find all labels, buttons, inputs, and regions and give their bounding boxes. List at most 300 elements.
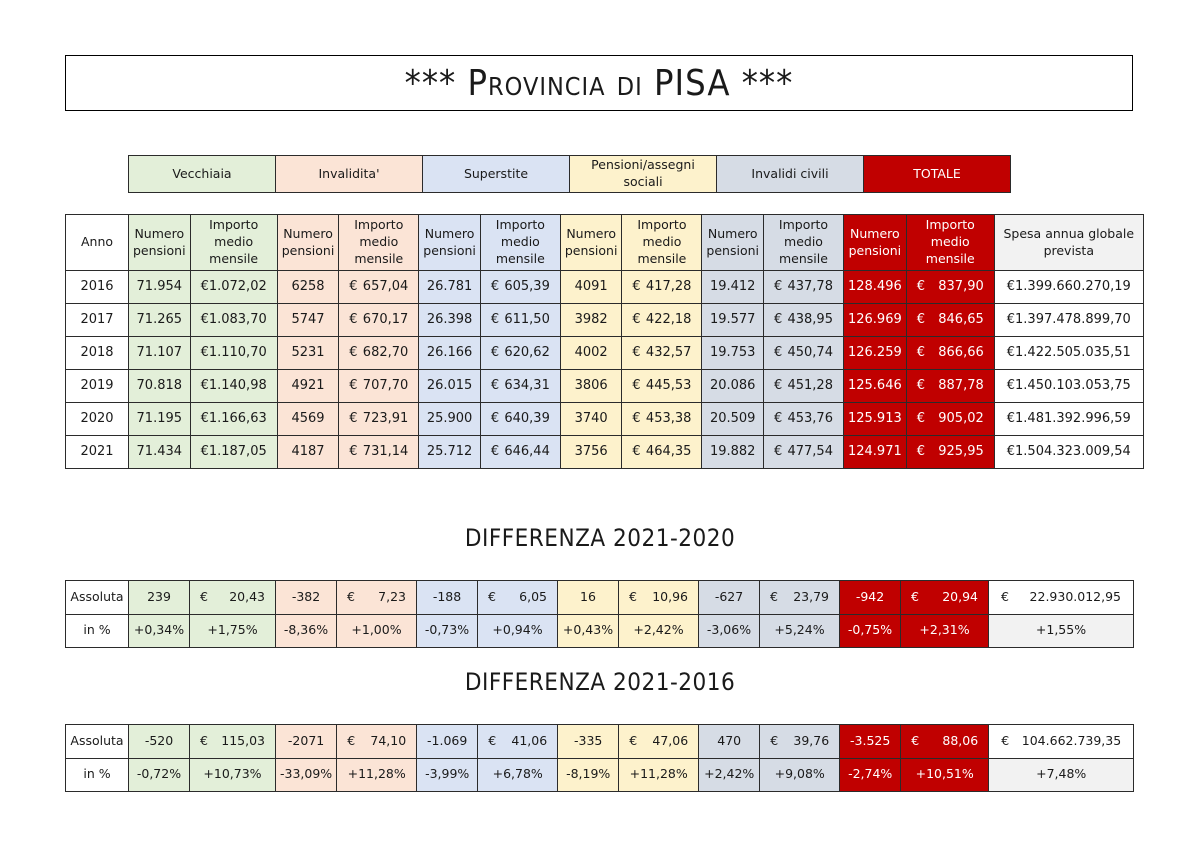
euro-symbol: € <box>490 411 500 427</box>
diff-percent-cell: +6,78% <box>478 758 558 792</box>
importo-cell-wrap <box>626 278 697 296</box>
euro-symbol: € <box>349 378 358 394</box>
diff-importo-cell-wrap <box>482 733 553 750</box>
euro-symbol: € <box>629 732 638 748</box>
importo-cell-wrap <box>768 443 839 461</box>
diff-percent-cell: -3,06% <box>699 614 760 648</box>
importo-cell-value: 438,95 <box>787 312 833 328</box>
header-importo: Importo medio mensile <box>339 215 419 271</box>
euro-symbol: € <box>916 345 926 361</box>
importo-cell-wrap <box>343 278 414 296</box>
spesa-cell-value: 1.422.505.035,51 <box>1015 345 1131 361</box>
page-title: *** Provincia di PISA *** <box>404 62 794 104</box>
numero-cell: 71.265 <box>129 304 191 337</box>
diff-importo-cell-value: 20,43 <box>229 588 265 604</box>
diff-importo-cell-wrap <box>194 589 271 606</box>
header-importo: Importo medio mensile <box>480 215 560 271</box>
importo-cell-wrap <box>768 278 839 296</box>
diff-importo-cell <box>190 581 276 615</box>
importo-cell <box>190 304 277 337</box>
diff-importo-cell-value: 23,79 <box>793 588 829 604</box>
diff-percent-cell: +2,42% <box>619 614 699 648</box>
importo-cell <box>190 271 277 304</box>
importo-cell-value: 477,54 <box>787 444 833 460</box>
diff-importo-cell-value: 6,05 <box>519 588 547 604</box>
importo-cell-value: 670,17 <box>362 312 409 328</box>
diff-importo-cell <box>337 581 417 615</box>
importo-cell-wrap <box>195 377 273 395</box>
importo-cell <box>339 304 419 337</box>
euro-symbol: € <box>200 378 209 394</box>
spesa-cell-value: 1.450.103.053,75 <box>1015 378 1131 394</box>
numero-cell: 20.509 <box>702 403 764 436</box>
numero-cell: 126.259 <box>843 337 906 370</box>
year-cell: 2019 <box>66 370 129 403</box>
diff-spesa-percent-cell: +1,55% <box>989 614 1134 648</box>
importo-cell <box>906 370 994 403</box>
importo-cell-wrap <box>195 410 273 428</box>
importo-cell-wrap <box>626 410 697 428</box>
header-importo: Importo medio mensile <box>763 215 843 271</box>
diff-importo-cell <box>478 725 558 759</box>
header-numero: Numero pensioni <box>419 215 481 271</box>
year-cell: 2021 <box>66 436 129 469</box>
diff-percent-cell: +11,28% <box>337 758 417 792</box>
euro-symbol: € <box>773 279 783 295</box>
numero-cell: 3806 <box>560 370 622 403</box>
euro-symbol: € <box>916 279 926 295</box>
legend-vecchiaia: Vecchiaia <box>129 156 276 193</box>
header-importo: Importo medio mensile <box>622 215 702 271</box>
numero-cell: 26.781 <box>419 271 481 304</box>
diff-importo-cell <box>478 581 558 615</box>
header-anno: Anno <box>66 215 129 271</box>
spesa-cell-wrap <box>999 311 1139 329</box>
diff-spesa-cell <box>989 581 1134 615</box>
row-label: in % <box>66 758 129 792</box>
importo-cell-value: 634,31 <box>504 378 550 394</box>
importo-cell-value: 1.187,05 <box>208 444 267 460</box>
diff-percent-cell: -0,73% <box>417 614 478 648</box>
importo-cell-wrap <box>626 377 697 395</box>
legend-invalidi-civili: Invalidi civili <box>717 156 864 193</box>
diff-spesa-cell-value: 104.662.739,35 <box>1021 732 1122 748</box>
diff-importo-cell-value: 39,76 <box>793 732 830 748</box>
diff-importo-cell <box>760 581 840 615</box>
importo-cell-value: 611,50 <box>504 312 550 328</box>
numero-cell: 19.412 <box>702 271 764 304</box>
importo-cell <box>906 337 994 370</box>
spesa-cell-wrap <box>999 278 1139 296</box>
numero-cell: 4921 <box>277 370 339 403</box>
diff-spesa-cell-wrap <box>993 589 1129 606</box>
euro-symbol: € <box>490 345 500 361</box>
importo-cell-value: 731,14 <box>362 444 409 460</box>
importo-cell-wrap <box>195 344 273 362</box>
diff-importo-cell-wrap <box>194 733 271 750</box>
importo-cell-wrap <box>911 377 990 395</box>
header-importo: Importo medio mensile <box>906 215 994 271</box>
importo-cell <box>190 370 277 403</box>
euro-symbol: € <box>347 588 355 604</box>
diff-2021-2016-title: DIFFERENZA 2021-2016 <box>464 668 736 696</box>
importo-cell-wrap <box>195 278 273 296</box>
importo-cell-value: 620,62 <box>504 345 550 361</box>
diff-percent-cell: +0,94% <box>478 614 558 648</box>
spesa-cell <box>994 337 1143 370</box>
euro-symbol: € <box>1001 732 1010 748</box>
euro-symbol: € <box>490 378 500 394</box>
diff-importo-cell-wrap <box>764 733 835 750</box>
spesa-cell <box>994 370 1143 403</box>
spesa-cell <box>994 271 1143 304</box>
diff-importo-cell-value: 88,06 <box>942 732 979 748</box>
importo-cell <box>339 337 419 370</box>
category-legend <box>128 155 1011 193</box>
importo-cell-wrap <box>343 443 414 461</box>
euro-symbol: € <box>632 444 641 460</box>
euro-symbol: € <box>773 444 783 460</box>
numero-cell: 3756 <box>560 436 622 469</box>
table-row <box>66 337 1144 370</box>
importo-cell-value: 682,70 <box>362 345 409 361</box>
importo-cell-wrap <box>343 377 414 395</box>
euro-symbol: € <box>916 411 926 427</box>
euro-symbol: € <box>488 588 496 604</box>
importo-cell <box>622 304 702 337</box>
diff-numero-cell: 470 <box>699 725 760 759</box>
importo-cell-wrap <box>911 311 990 329</box>
euro-symbol: € <box>1006 279 1016 295</box>
importo-cell <box>480 370 560 403</box>
diff-percent-cell: +9,08% <box>760 758 840 792</box>
importo-cell-value: 1.166,63 <box>208 411 267 427</box>
euro-symbol: € <box>490 279 500 295</box>
diff-percent-cell: +2,31% <box>901 614 989 648</box>
diff-importo-cell <box>901 725 989 759</box>
numero-cell: 128.496 <box>843 271 906 304</box>
importo-cell-value: 464,35 <box>645 444 692 460</box>
importo-cell-wrap <box>768 410 839 428</box>
diff-importo-cell-wrap <box>905 589 984 606</box>
euro-symbol: € <box>770 732 779 748</box>
numero-cell: 71.954 <box>129 271 191 304</box>
euro-symbol: € <box>629 588 637 604</box>
euro-symbol: € <box>773 345 783 361</box>
table-header-row <box>66 215 1144 271</box>
numero-cell: 25.712 <box>419 436 481 469</box>
importo-cell <box>480 403 560 436</box>
diff-percent-cell: +1,75% <box>190 614 276 648</box>
spesa-cell-value: 1.399.660.270,19 <box>1015 279 1131 295</box>
spesa-cell-value: 1.504.323.009,54 <box>1015 444 1131 460</box>
euro-symbol: € <box>632 279 641 295</box>
importo-cell-wrap <box>911 443 990 461</box>
importo-cell-value: 422,18 <box>645 312 692 328</box>
euro-symbol: € <box>349 411 358 427</box>
importo-cell-value: 925,95 <box>938 444 984 460</box>
table-row <box>66 403 1144 436</box>
numero-cell: 4002 <box>560 337 622 370</box>
spesa-cell-value: 1.397.478.899,70 <box>1015 312 1131 328</box>
importo-cell <box>190 403 277 436</box>
importo-cell-wrap <box>485 278 556 296</box>
diff-row-percent <box>66 614 1134 648</box>
diff-2021-2016-table <box>65 724 1134 792</box>
diff-percent-cell: -8,19% <box>558 758 619 792</box>
diff-importo-cell-value: 10,96 <box>652 588 688 604</box>
diff-row-percent <box>66 758 1134 792</box>
diff-numero-cell: -2071 <box>276 725 337 759</box>
importo-cell-value: 450,74 <box>787 345 833 361</box>
importo-cell <box>763 370 843 403</box>
row-label: Assoluta <box>66 725 129 759</box>
spesa-cell <box>994 304 1143 337</box>
year-cell: 2017 <box>66 304 129 337</box>
diff-importo-cell-wrap <box>341 733 412 750</box>
importo-cell-wrap <box>195 443 273 461</box>
year-cell: 2016 <box>66 271 129 304</box>
header-numero: Numero pensioni <box>702 215 764 271</box>
importo-cell <box>480 271 560 304</box>
diff-spesa-cell-wrap <box>993 733 1129 750</box>
diff-percent-cell: +2,42% <box>699 758 760 792</box>
importo-cell-wrap <box>626 311 697 329</box>
numero-cell: 71.107 <box>129 337 191 370</box>
diff-percent-cell: -33,09% <box>276 758 337 792</box>
importo-cell-wrap <box>343 311 414 329</box>
diff-importo-cell-wrap <box>764 589 835 606</box>
numero-cell: 4187 <box>277 436 339 469</box>
header-numero: Numero pensioni <box>560 215 622 271</box>
euro-symbol: € <box>349 279 358 295</box>
diff-percent-cell: +0,43% <box>558 614 619 648</box>
importo-cell-wrap <box>768 377 839 395</box>
importo-cell <box>906 271 994 304</box>
euro-symbol: € <box>773 411 783 427</box>
importo-cell-wrap <box>626 443 697 461</box>
importo-cell <box>339 436 419 469</box>
diff-importo-cell <box>337 725 417 759</box>
diff-percent-cell: +0,34% <box>129 614 190 648</box>
euro-symbol: € <box>1006 411 1016 427</box>
euro-symbol: € <box>632 411 641 427</box>
euro-symbol: € <box>200 588 208 604</box>
diff-importo-cell-wrap <box>341 589 412 606</box>
spesa-cell <box>994 403 1143 436</box>
euro-symbol: € <box>916 312 926 328</box>
numero-cell: 3982 <box>560 304 622 337</box>
euro-symbol: € <box>490 312 500 328</box>
euro-symbol: € <box>349 444 358 460</box>
importo-cell-value: 640,39 <box>504 411 550 427</box>
importo-cell <box>906 436 994 469</box>
diff-row-assoluta <box>66 581 1134 615</box>
importo-cell <box>906 304 994 337</box>
diff-importo-cell-wrap <box>905 733 984 750</box>
spesa-cell <box>994 436 1143 469</box>
importo-cell-value: 846,65 <box>938 312 984 328</box>
year-cell: 2020 <box>66 403 129 436</box>
importo-cell <box>339 370 419 403</box>
header-numero: Numero pensioni <box>129 215 191 271</box>
importo-cell-value: 866,66 <box>938 345 984 361</box>
numero-cell: 20.086 <box>702 370 764 403</box>
euro-symbol: € <box>200 444 209 460</box>
importo-cell-wrap <box>343 344 414 362</box>
importo-cell <box>622 271 702 304</box>
row-label: in % <box>66 614 129 648</box>
diff-percent-cell: +1,00% <box>337 614 417 648</box>
importo-cell-wrap <box>768 344 839 362</box>
importo-cell-value: 657,04 <box>362 279 409 295</box>
euro-symbol: € <box>200 279 209 295</box>
diff-percent-cell: +5,24% <box>760 614 840 648</box>
diff-importo-cell <box>619 725 699 759</box>
diff-importo-cell <box>760 725 840 759</box>
numero-cell: 19.577 <box>702 304 764 337</box>
diff-percent-cell: -2,74% <box>840 758 901 792</box>
euro-symbol: € <box>773 312 783 328</box>
importo-cell-value: 707,70 <box>362 378 409 394</box>
legend-invalidita: Invalidita' <box>276 156 423 193</box>
importo-cell-wrap <box>485 443 556 461</box>
table-row <box>66 304 1144 337</box>
euro-symbol: € <box>632 345 641 361</box>
diff-numero-cell: -382 <box>276 581 337 615</box>
euro-symbol: € <box>773 378 783 394</box>
diff-numero-cell: -1.069 <box>417 725 478 759</box>
euro-symbol: € <box>916 378 926 394</box>
importo-cell <box>339 403 419 436</box>
diff-percent-cell: +10,51% <box>901 758 989 792</box>
legend-totale: TOTALE <box>864 156 1011 193</box>
numero-cell: 70.818 <box>129 370 191 403</box>
importo-cell <box>622 436 702 469</box>
importo-cell <box>763 403 843 436</box>
numero-cell: 4091 <box>560 271 622 304</box>
importo-cell <box>622 370 702 403</box>
numero-cell: 124.971 <box>843 436 906 469</box>
numero-cell: 126.969 <box>843 304 906 337</box>
numero-cell: 25.900 <box>419 403 481 436</box>
importo-cell-wrap <box>485 344 556 362</box>
importo-cell-value: 445,53 <box>645 378 692 394</box>
diff-percent-cell: +11,28% <box>619 758 699 792</box>
importo-cell-value: 417,28 <box>645 279 692 295</box>
importo-cell <box>480 436 560 469</box>
importo-cell-value: 1.083,70 <box>208 312 267 328</box>
numero-cell: 26.166 <box>419 337 481 370</box>
importo-cell <box>763 271 843 304</box>
euro-symbol: € <box>200 411 209 427</box>
diff-importo-cell-value: 7,23 <box>378 588 406 604</box>
importo-cell <box>906 403 994 436</box>
diff-importo-cell-wrap <box>482 589 553 606</box>
numero-cell: 5747 <box>277 304 339 337</box>
numero-cell: 5231 <box>277 337 339 370</box>
diff-numero-cell: 239 <box>129 581 190 615</box>
year-cell: 2018 <box>66 337 129 370</box>
header-numero: Numero pensioni <box>843 215 906 271</box>
importo-cell <box>763 436 843 469</box>
table-row <box>66 370 1144 403</box>
euro-symbol: € <box>911 732 920 748</box>
importo-cell-wrap <box>768 311 839 329</box>
numero-cell: 26.398 <box>419 304 481 337</box>
spesa-cell-wrap <box>999 377 1139 395</box>
legend-superstite: Superstite <box>423 156 570 193</box>
numero-cell: 26.015 <box>419 370 481 403</box>
diff-importo-cell <box>619 581 699 615</box>
importo-cell-value: 1.110,70 <box>208 345 267 361</box>
importo-cell-value: 453,38 <box>645 411 692 427</box>
spesa-cell-wrap <box>999 344 1139 362</box>
diff-importo-cell <box>901 581 989 615</box>
diff-spesa-percent-cell: +7,48% <box>989 758 1134 792</box>
euro-symbol: € <box>200 345 209 361</box>
diff-numero-cell: -3.525 <box>840 725 901 759</box>
row-label: Assoluta <box>66 581 129 615</box>
euro-symbol: € <box>200 312 209 328</box>
euro-symbol: € <box>347 732 356 748</box>
euro-symbol: € <box>1006 312 1016 328</box>
numero-cell: 19.753 <box>702 337 764 370</box>
numero-cell: 4569 <box>277 403 339 436</box>
importo-cell <box>480 304 560 337</box>
spesa-cell-value: 1.481.392.996,59 <box>1015 411 1131 427</box>
diff-importo-cell-value: 20,94 <box>942 588 978 604</box>
importo-cell-value: 887,78 <box>938 378 984 394</box>
diff-importo-cell-value: 74,10 <box>370 732 407 748</box>
euro-symbol: € <box>349 312 358 328</box>
euro-symbol: € <box>349 345 358 361</box>
numero-cell: 19.882 <box>702 436 764 469</box>
diff-spesa-cell <box>989 725 1134 759</box>
numero-cell: 125.913 <box>843 403 906 436</box>
importo-cell-wrap <box>626 344 697 362</box>
importo-cell-value: 1.140,98 <box>208 378 267 394</box>
importo-cell <box>480 337 560 370</box>
importo-cell-wrap <box>485 311 556 329</box>
diff-importo-cell-value: 41,06 <box>511 732 548 748</box>
euro-symbol: € <box>916 444 926 460</box>
importo-cell-value: 605,39 <box>504 279 550 295</box>
importo-cell-wrap <box>911 410 990 428</box>
euro-symbol: € <box>1006 345 1016 361</box>
diff-2021-2020-title: DIFFERENZA 2021-2020 <box>464 524 736 552</box>
spesa-cell-wrap <box>999 443 1139 461</box>
diff-importo-cell <box>190 725 276 759</box>
diff-importo-cell-value: 47,06 <box>652 732 689 748</box>
importo-cell-value: 453,76 <box>787 411 833 427</box>
diff-row-assoluta <box>66 725 1134 759</box>
spesa-cell-wrap <box>999 410 1139 428</box>
diff-percent-cell: -8,36% <box>276 614 337 648</box>
diff-numero-cell: 16 <box>558 581 619 615</box>
euro-symbol: € <box>1006 444 1016 460</box>
importo-cell <box>190 337 277 370</box>
importo-cell-wrap <box>485 410 556 428</box>
importo-cell <box>622 403 702 436</box>
header-importo: Importo medio mensile <box>190 215 277 271</box>
importo-cell-value: 1.072,02 <box>208 279 267 295</box>
importo-cell-value: 837,90 <box>938 279 984 295</box>
euro-symbol: € <box>490 444 500 460</box>
importo-cell-wrap <box>343 410 414 428</box>
importo-cell-wrap <box>485 377 556 395</box>
header-spesa: Spesa annua globale prevista <box>994 215 1143 271</box>
